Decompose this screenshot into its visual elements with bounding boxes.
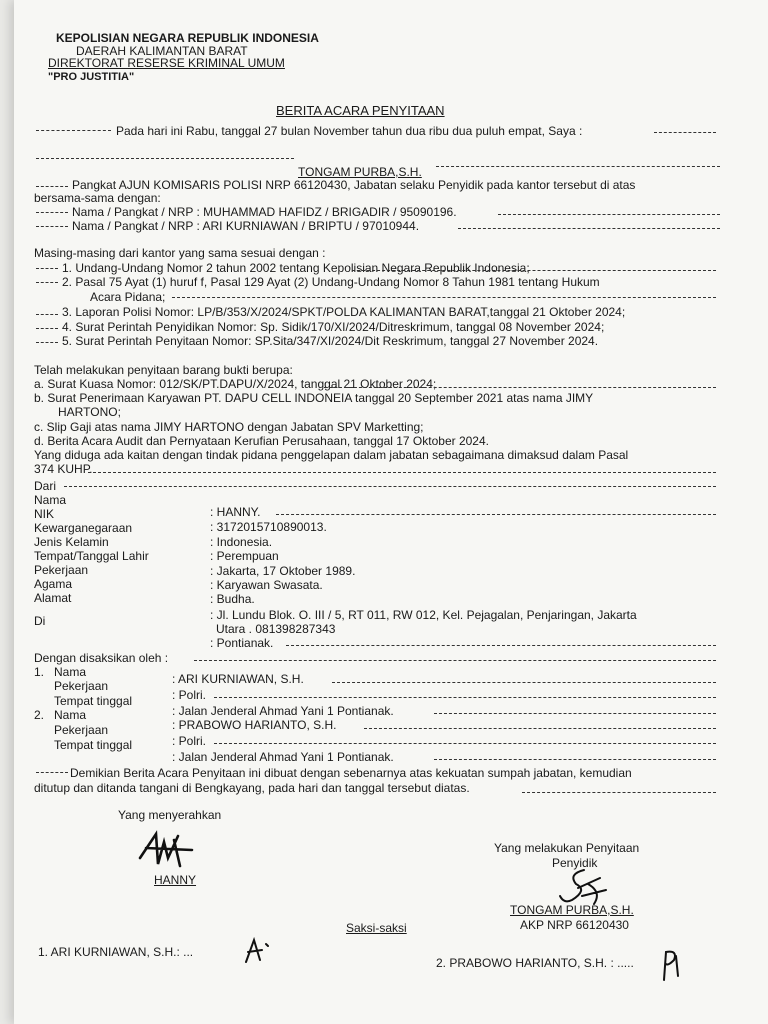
evidence-d: d. Berita Acara Audit dan Pernyataan Kerufian Perusahaan, tanggal 17 Oktober 2024. — [34, 434, 489, 448]
dash-line — [276, 514, 716, 515]
evidence-b-cont: HARTONO; — [58, 405, 121, 419]
witness-1-name: : ARI KURNIAWAN, S.H. — [172, 672, 304, 686]
witness-1-residence: : Jalan Jenderal Ahmad Yani 1 Pontianak. — [172, 704, 394, 718]
identity-label-location: Di — [34, 614, 46, 628]
companion-1: Nama / Pangkat / NRP : MUHAMMAD HAFIDZ / BRIGADIR / 95090196. — [72, 205, 457, 219]
basis-1: 1. Undang-Undang Nomor 2 tahun 2002 tentang Kepolisian Negara Republik Indonesia; — [62, 261, 530, 275]
witness-intro: Dengan disaksikan oleh : — [34, 651, 169, 665]
dash-line — [214, 743, 716, 744]
dash-line — [172, 297, 716, 298]
witness-2-num: 2. — [34, 708, 45, 722]
officer-rank: Pangkat AJUN KOMISARIS POLISI NRP 66120430, Jabatan selaku Penyidik pada kantor tersebut di atas — [72, 178, 636, 192]
dash-line — [434, 759, 716, 760]
dash-line — [36, 342, 58, 343]
dash-line — [36, 130, 111, 131]
basis-2: 2. Pasal 75 Ayat (1) huruf f, Pasal 129 Ayat (2) Undang-Undang Nomor 8 Tahun 1981 tentang Hukum — [62, 275, 600, 289]
dash-line — [36, 226, 68, 227]
identity-value-birth: : Jakarta, 17 Oktober 1989. — [210, 564, 356, 578]
witness-2-residence-label: Tempat tinggal — [54, 738, 133, 752]
dash-line — [214, 697, 716, 698]
identity-value-nama: : HANNY. — [210, 505, 261, 519]
dash-line — [436, 166, 720, 167]
header-pro-justitia: "PRO JUSTITIA" — [48, 71, 135, 83]
document-page — [14, 0, 768, 1024]
dash-line — [286, 645, 716, 646]
identity-value-address-cont: Utara . 081398287343 — [216, 622, 336, 636]
closing-line-2: ditutup dan ditanda tangani di Bengkayang, pada hari dan tanggal tersebut diatas. — [34, 781, 470, 795]
dash-line — [36, 186, 68, 187]
dash-line — [352, 270, 716, 271]
identity-label-citizenship: Kewarganegaraan — [34, 521, 133, 535]
witness-2-name-label: Nama — [54, 708, 87, 722]
dash-line — [364, 728, 716, 729]
witness-1-residence-label: Tempat tinggal — [54, 694, 133, 708]
document-title: BERITA ACARA PENYITAAN — [276, 103, 445, 118]
witness-1-name-label: Nama — [54, 665, 87, 679]
identity-value-location: : Pontianak. — [210, 636, 274, 650]
dash-line — [194, 660, 716, 661]
seizer-role: Penyidik — [552, 856, 598, 870]
witness-1-num: 1. — [34, 665, 45, 679]
witness-2-residence: : Jalan Jenderal Ahmad Yani 1 Pontianak. — [172, 750, 394, 764]
identity-value-citizenship: : Indonesia. — [210, 535, 273, 549]
dash-line — [498, 214, 720, 215]
handover-signature — [134, 828, 206, 872]
seizer-signature — [554, 866, 614, 908]
identity-value-nik: : 3172015710890013. — [210, 520, 327, 534]
identity-label-religion: Agama — [34, 577, 73, 591]
dash-line — [36, 212, 68, 213]
identity-label-occupation: Pekerjaan — [34, 563, 89, 577]
suspicion-line-1: Yang diduga ada kaitan dengan tindak pidana penggelapan dalam jabatan sebagaimana dimaksud dalam Pasal — [34, 448, 629, 462]
witness-2-occupation: : Polri. — [172, 734, 207, 748]
witness-1-occupation: : Polri. — [172, 688, 207, 702]
identity-label-nama: Nama — [34, 493, 67, 507]
seizer-rank: AKP NRP 66120430 — [520, 918, 629, 932]
evidence-c: c. Slip Gaji atas nama JIMY HARTONO dengan Jabatan SPV Marketting; — [34, 420, 424, 434]
suspicion-line-2: 374 KUHP. — [34, 462, 93, 476]
seizer-name: TONGAM PURBA,S.H. — [510, 903, 634, 917]
dash-line — [36, 158, 294, 159]
basis-3: 3. Laporan Polisi Nomor: LP/B/353/X/2024/SPKT/POLDA KALIMANTAN BARAT,tanggal 21 Oktober 2024; — [62, 305, 626, 319]
header-institution: KEPOLISIAN NEGARA REPUBLIK INDONESIA — [56, 31, 319, 45]
handover-name: HANNY — [154, 873, 197, 887]
evidence-a: a. Surat Kuasa Nomor: 012/SK/PT.DAPU/X/2024, tanggal 21 Oktober 2024; — [34, 377, 437, 391]
witnesses-sign-label: Saksi-saksi — [346, 921, 407, 935]
header-region: DAERAH KALIMANTAN BARAT — [76, 44, 248, 58]
handover-label: Yang menyerahkan — [118, 808, 222, 822]
opening-paragraph: Pada hari ini Rabu, tanggal 27 bulan November tahun dua ribu dua puluh empat, Saya : — [116, 124, 583, 138]
witness-2-signature — [656, 946, 686, 984]
dash-line — [36, 328, 58, 329]
identity-value-religion: : Budha. — [210, 592, 255, 606]
evidence-b: b. Surat Penerimaan Karyawan PT. DAPU CELL INDONEIA tanggal 20 September 2021 atas nama JIMY — [34, 391, 594, 405]
closing-line-1: Demikian Berita Acara Penyitaan ini dibuat dengan sebenarnya atas kekuatan sumpah jabatan, kemudian — [70, 766, 632, 780]
dash-line — [434, 713, 716, 714]
dash-line — [332, 682, 716, 683]
basis-5: 5. Surat Perintah Penyitaan Nomor: SP.Sita/347/XI/2024/Dit Reskrimum, tanggal 27 November 2024. — [62, 334, 599, 348]
identity-value-address: : Jl. Lundu Blok. O. III / 5, RT 011, RW 012, Kel. Pejagalan, Penjaringan, Jakarta — [210, 608, 637, 622]
same-office-intro: Masing-masing dari kantor yang sama sesuai dengan : — [34, 246, 326, 260]
identity-value-occupation: : Karyawan Swasata. — [210, 578, 323, 592]
basis-4: 4. Surat Perintah Penyidikan Nomor: Sp. Sidik/170/XI/2024/Ditreskrimum, tanggal 08 November 2024; — [62, 320, 605, 334]
identity-label-nik: NIK — [34, 507, 55, 521]
companion-2: Nama / Pangkat / NRP : ARI KURNIAWAN / BRIPTU / 97010944. — [72, 219, 420, 233]
dash-line — [324, 387, 716, 388]
witness-1-signature-line: 1. ARI KURNIAWAN, S.H.: ... — [38, 945, 194, 959]
evidence-intro: Telah melakukan penyitaan barang bukti berupa: — [34, 363, 293, 377]
dash-line — [458, 228, 720, 229]
dash-line — [36, 314, 58, 315]
witness-2-name: : PRABOWO HARIANTO, S.H. — [172, 718, 337, 732]
dash-line — [88, 472, 716, 473]
dash-line — [36, 268, 58, 269]
from-label: Dari — [34, 479, 57, 493]
basis-2-cont: Acara Pidana; — [90, 290, 166, 304]
identity-label-address: Alamat — [34, 591, 72, 605]
dash-line — [522, 792, 716, 793]
witness-2-occupation-label: Pekerjaan — [54, 723, 109, 737]
identity-label-birth: Tempat/Tanggal Lahir — [34, 549, 149, 563]
dash-line — [36, 772, 68, 773]
seizer-label: Yang melakukan Penyitaan — [494, 841, 640, 855]
header-directorate: DIREKTORAT RESERSE KRIMINAL UMUM — [48, 56, 285, 70]
witness-1-occupation-label: Pekerjaan — [54, 679, 109, 693]
witness-2-signature-line: 2. PRABOWO HARIANTO, S.H. : ..... — [436, 956, 634, 970]
witness-1-signature — [240, 936, 274, 966]
identity-value-gender: : Perempuan — [210, 549, 279, 563]
identity-label-gender: Jenis Kelamin — [34, 535, 109, 549]
together-with: bersama-sama dengan: — [34, 191, 161, 205]
dash-line — [64, 486, 716, 487]
dash-line — [654, 132, 716, 133]
dash-line — [36, 282, 58, 283]
officer-name: TONGAM PURBA,S.H. — [298, 165, 422, 179]
